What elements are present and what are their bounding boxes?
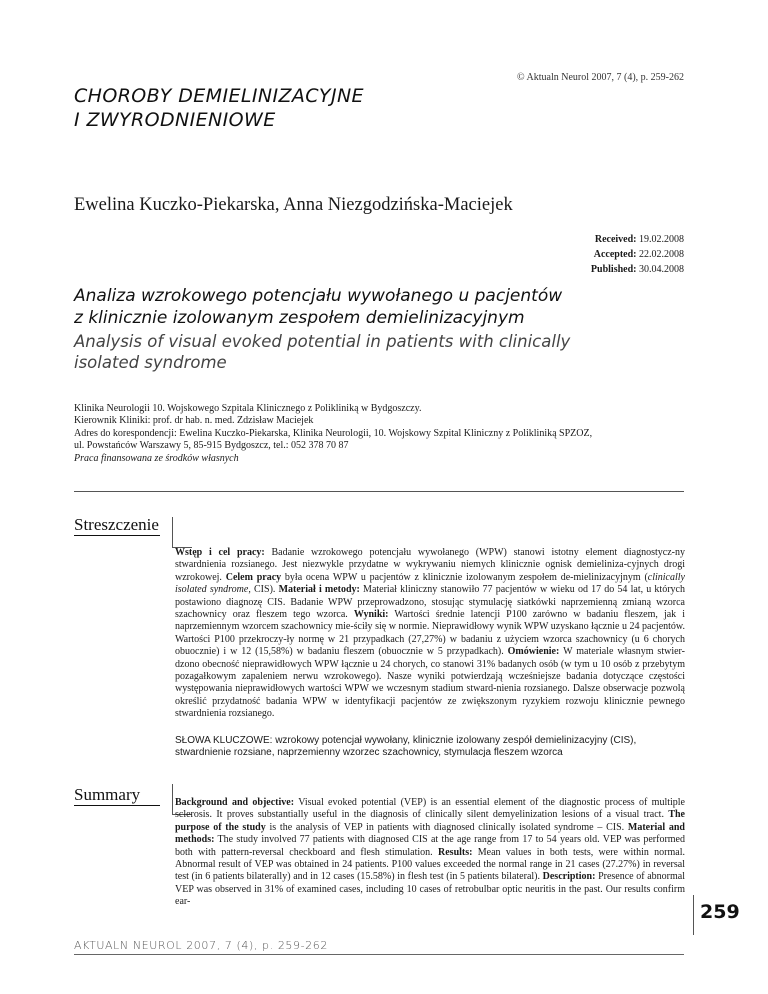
accepted-date: Accepted: 22.02.2008 [593,249,684,260]
section-title [74,84,434,132]
section-marker [172,784,173,814]
heading-rule [74,805,160,806]
funding-note: Praca finansowana ze środków własnych [74,452,239,464]
streszczenie-heading: Streszczenie [74,515,159,534]
page-number: 259 [700,901,740,923]
divider [74,491,684,492]
page-number-bar [693,895,694,935]
summary-heading: Summary [74,785,141,804]
affiliation-line: ul. Powstańców Warszawy 5, 85-915 Bydgoszcz, tel.: 052 378 70 87 [74,440,349,452]
section-title-line: I ZWYRODNIENIOWE [74,109,276,131]
keywords-polish: SŁOWA KLUCZOWE: wzrokowy potencjał wywołany, klinicznie izolowany zespół demielinizacyjny (CIS), stwardnienie rozsiane, naprzemienny wzorzec szachownicy, stymulacja fleszem wzorca [175,735,637,759]
authors: Ewelina Kuczko-Piekarska, Anna Niezgodzińska-Maciejek [74,195,513,215]
article-title-english [74,331,634,373]
affiliation-block [74,403,694,465]
copyright-line: © Aktualn Neurol 2007, 7 (4), p. 259-262 [516,72,684,83]
title-line: Analiza wzrokowego potencjału wywołanego u pacjentów [74,286,563,306]
footer-rule [74,954,684,955]
article-dates [591,232,684,277]
title-line: Analysis of visual evoked potential in patients with clinically [74,332,571,351]
heading-rule [74,535,160,536]
affiliation-line: Klinika Neurologii 10. Wojskowego Szpitala Klinicznego z Polikliniką w Bydgoszczy. [74,403,422,414]
article-title-polish [74,285,694,329]
abstract-polish: Wstęp i cel pracy: Badanie wzrokowego potencjału wywołanego (WPW) stanowi istotny element diagnostycz-ny stwardnienia rozsianego. Jest niezwykle przydatne w wykrywaniu niemych klinicznie ognisk demieliniza-cyjnych drogi wzrokowej. Celem pracy była ocena WPW u pacjentów z klinicznie izolowanym zespołem de-mielinizacyjnym (clinically isolated syndrome, CIS). Materiał i metody: Materiał kliniczny stanowiło 77 pacjentów w wieku od 17 do 54 lat, u których postawiono diagnozę CIS. Badanie WPW przeprowadzono, stosując stymulację siatkówki naprzemienną zmianą wzorca szachownicy oraz fleszem tego wzorca. Wyniki: Wartości średnie latencji P100 zarówno w badaniu fleszem, jak i naprzemiennym wzorcem szachownicy mie-ściły się w normie. Nieprawidłowy wynik WPW uzyskano łącznie u 24 pacjentów. Wartości P100 przekroczy-ły normę w 21 przypadkach (27,27%) w badaniu z użyciem wzorca szachownicy (u 6 chorych obuocznie) i w 12 (15,58%) w badaniu fleszem (obuocznie w 5 przypadkach). Omówienie: W materiale własnym stwier-dzono obecność nieprawidłowych WPW łącznie u 24 chorych, co stanowi 31% badanych osób (w tym u 10 osób z przebytym pozagałkowym zapaleniem nerwu wzrokowego). Nasze wyniki potwierdzają wcześniejsze badania dotyczące częstości występowania nieprawidłowych wartości WPW we wczesnym stadium stward-nienia rozsianego. Dalsze obserwacje pozwolą określić przydatność badania WPW w identyfikacji pacjentów ze zwiększonym ryzykiem rozwoju klinicznie pewnego stwardnienia rozsianego. [175,547,686,720]
published-date: Published: 30.04.2008 [590,264,684,275]
affiliation-line: Kierownik Kliniki: prof. dr hab. n. med. Zdzisław Maciejek [74,415,314,427]
footer-citation: AKTUALN NEUROL 2007, 7 (4), p. 259-262 [74,939,328,952]
title-line: z klinicznie izolowanym zespołem demielinizacyjnym [74,308,525,328]
section-marker [172,517,173,547]
section-title-line: CHOROBY DEMIELINIZACYJNE [74,85,364,107]
affiliation-line: Adres do korespondencji: Ewelina Kuczko-Piekarska, Klinika Neurologii, 10. Wojskowy Szpital Kliniczny z Polikliniką SPZOZ, [74,427,593,439]
title-line: isolated syndrome [74,353,227,372]
abstract-english: Background and objective: Visual evoked potential (VEP) is an essential element of the diagnostic process of multiple sclerosis. It proves substantially useful in the diagnosis of clinically silent demyelinization lesions of a visual tract. The purpose of the study is the analysis of VEP in patients with diagnosed clinically isolated syndrome – CIS. Material and methods: The study involved 77 patients with diagnosed CIS at the age range from 17 to 54 years old. VEP was performed both with pattern-reversal checkboard and flesh stimulation. Results: Mean values in both tests, were within normal. Abnormal result of VEP was obtained in 24 patients. P100 values exceeded the normal range in 21 cases (27.27%) in reversal test (in 6 patients bilaterally) and in 12 cases (15.58%) in flesh test (in 5 patients bilateral). Description: Presence of abnormal VEP was observed in 31% of examined cases, including 10 cases of retrobulbar optic neuritis in the past. Our results confirm ear- [175,797,685,908]
received-date: Received: 19.02.2008 [594,234,684,245]
